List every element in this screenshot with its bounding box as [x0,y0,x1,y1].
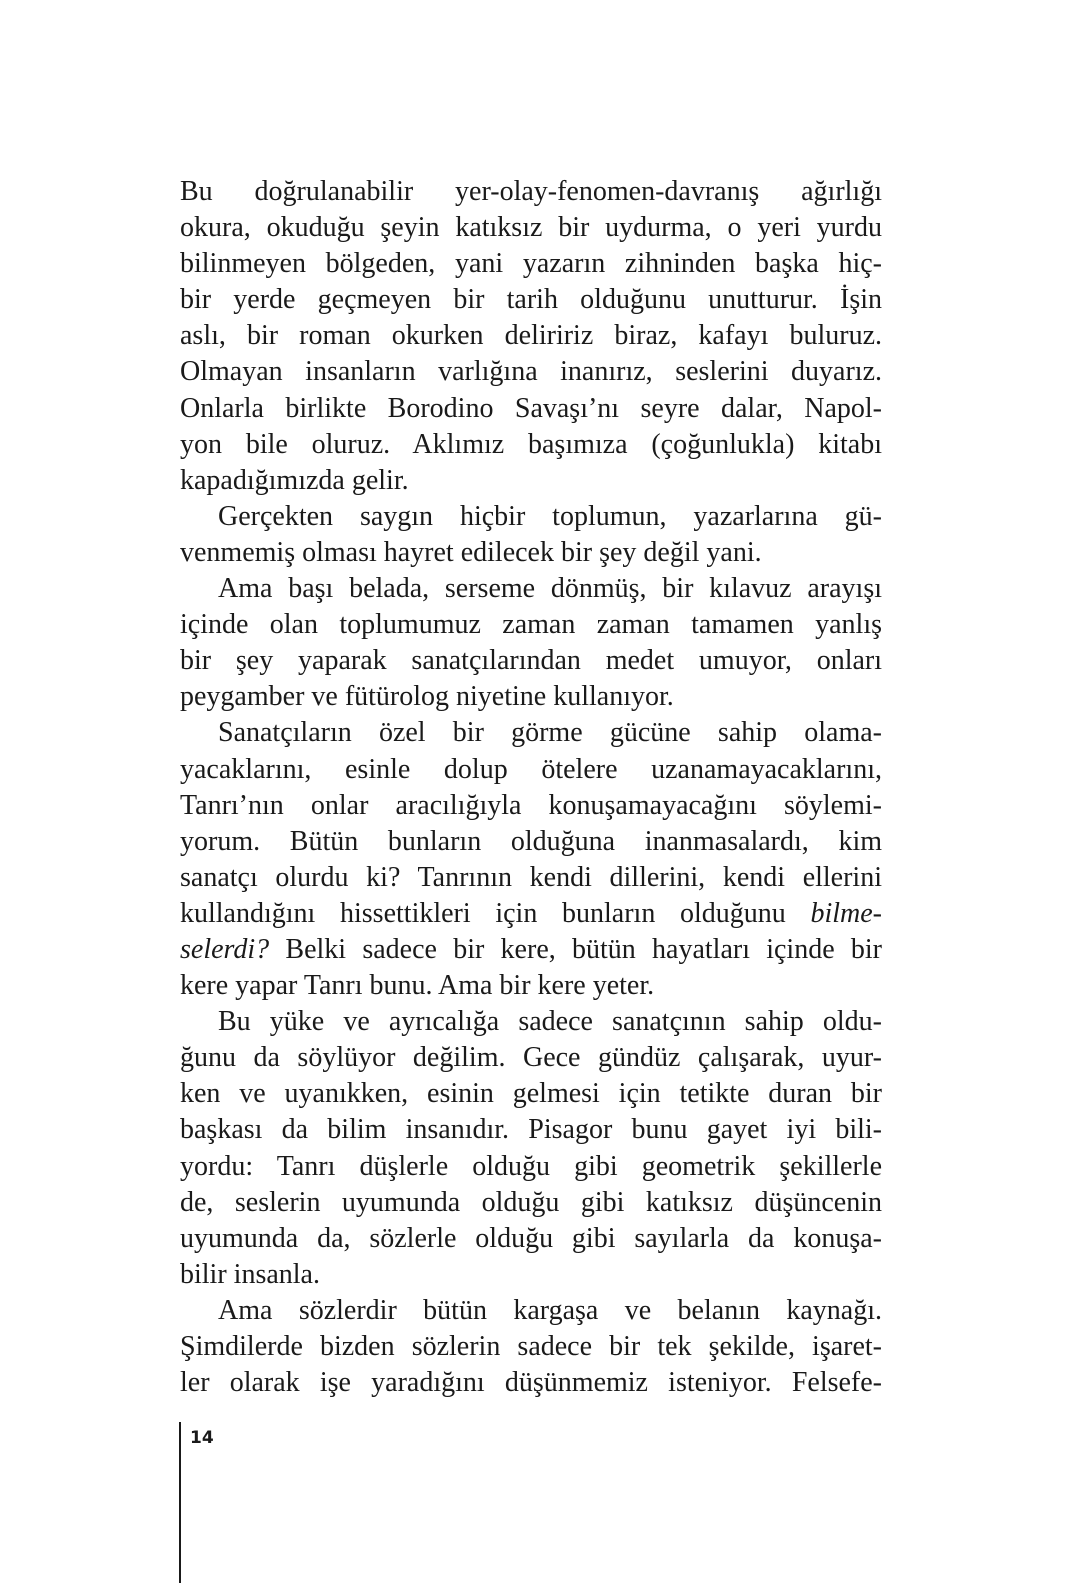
text-line [180,932,882,968]
text-line: peygamber ve fütürolog niyetine kullanıyor. [180,681,674,713]
text-line: yorum. Bütün bunların olduğuna inanmasalardı, kim [180,825,882,857]
text-line: Onlarla birlikte Borodino Savaşı’nı seyre dalar, Napol- [180,392,882,424]
text-line: bir yerde geçmeyen bir tarih olduğunu unutturur. İşin [180,284,882,316]
text-line: Tanrı’nın onlar aracılığıyla konuşamayacağını söylemi- [180,789,882,821]
text-line: okura, okuduğu şeyin katıksız bir uydurma, o yeri yurdu [180,212,882,244]
text-line: bilir insanla. [180,1258,320,1290]
text-line [180,896,882,932]
text-line: Ama sözlerdir bütün kargaşa ve belanın kaynağı. [218,1294,882,1326]
text-line: ken ve uyanıkken, esinin gelmesi için tetikte duran bir [180,1078,882,1110]
italic-run: selerdi? [180,933,270,965]
text-line: ğunu da söylüyor değilim. Gece gündüz çalışarak, uyur- [180,1042,882,1074]
text-run: Belki sadece bir kere, bütün hayatları içinde bir [269,933,882,965]
text-line: yacaklarını, esinle dolup ötelere uzanamayacaklarını, [180,753,882,785]
text-line: bir şey yaparak sanatçılarından medet umuyor, onları [180,645,882,677]
text-line: aslı, bir roman okurken deliririz biraz, kafayı buluruz. [180,320,882,352]
text-line: yordu: Tanrı düşlerle olduğu gibi geometrik şekillerle [180,1150,882,1182]
text-line: yon bile oluruz. Aklımız başımıza (çoğunlukla) kitabı [180,428,882,460]
text-run: kullandığını hissettikleri için bunların olduğunu [180,897,811,929]
page-number: 14 [190,1428,214,1448]
text-line: Şimdilerde bizden sözlerin sadece bir tek şekilde, işaret- [180,1331,882,1362]
text-line: Olmayan insanların varlığına inanırız, seslerini duyarız. [180,356,882,388]
text-line: sanatçı olurdu ki? Tanrının kendi dillerini, kendi ellerini [180,861,882,893]
body-text [180,174,882,1401]
text-line: Gerçekten saygın hiçbir toplumun, yazarlarına gü- [218,500,882,532]
text-line: Ama başı belada, serseme dönmüş, bir kılavuz arayışı [218,573,882,605]
text-line: Bu yüke ve ayrıcalığa sadece sanatçının sahip oldu- [218,1006,882,1038]
text-line: bilinmeyen bölgeden, yani yazarın zihninden başka hiç- [180,248,882,280]
text-line: kapadığımızda gelir. [180,464,409,496]
text-line: de, seslerin uyumunda olduğu gibi katıksız düşüncenin [180,1186,882,1218]
text-line: içinde olan toplumumuz zaman zaman tamamen yanlış [180,609,882,641]
folio-rule [179,1422,181,1583]
text-line: Bu doğrulanabilir yer-olay-fenomen-davranış ağırlığı [180,176,882,207]
text-line: başkası da bilim insanıdır. Pisagor bunu gayet iyi bili- [180,1114,882,1146]
text-line: venmemiş olması hayret edilecek bir şey değil yani. [180,536,762,568]
italic-run: bilme- [810,897,882,929]
text-line: ler olarak işe yaradığını düşünmemiz isteniyor. Felsefe- [180,1367,882,1399]
text-line: kere yapar Tanrı bunu. Ama bir kere yeter. [180,970,655,1002]
text-line: Sanatçıların özel bir görme gücüne sahip olama- [218,717,882,749]
text-line: uyumunda da, sözlerle olduğu gibi sayılarla da konuşa- [180,1222,882,1254]
